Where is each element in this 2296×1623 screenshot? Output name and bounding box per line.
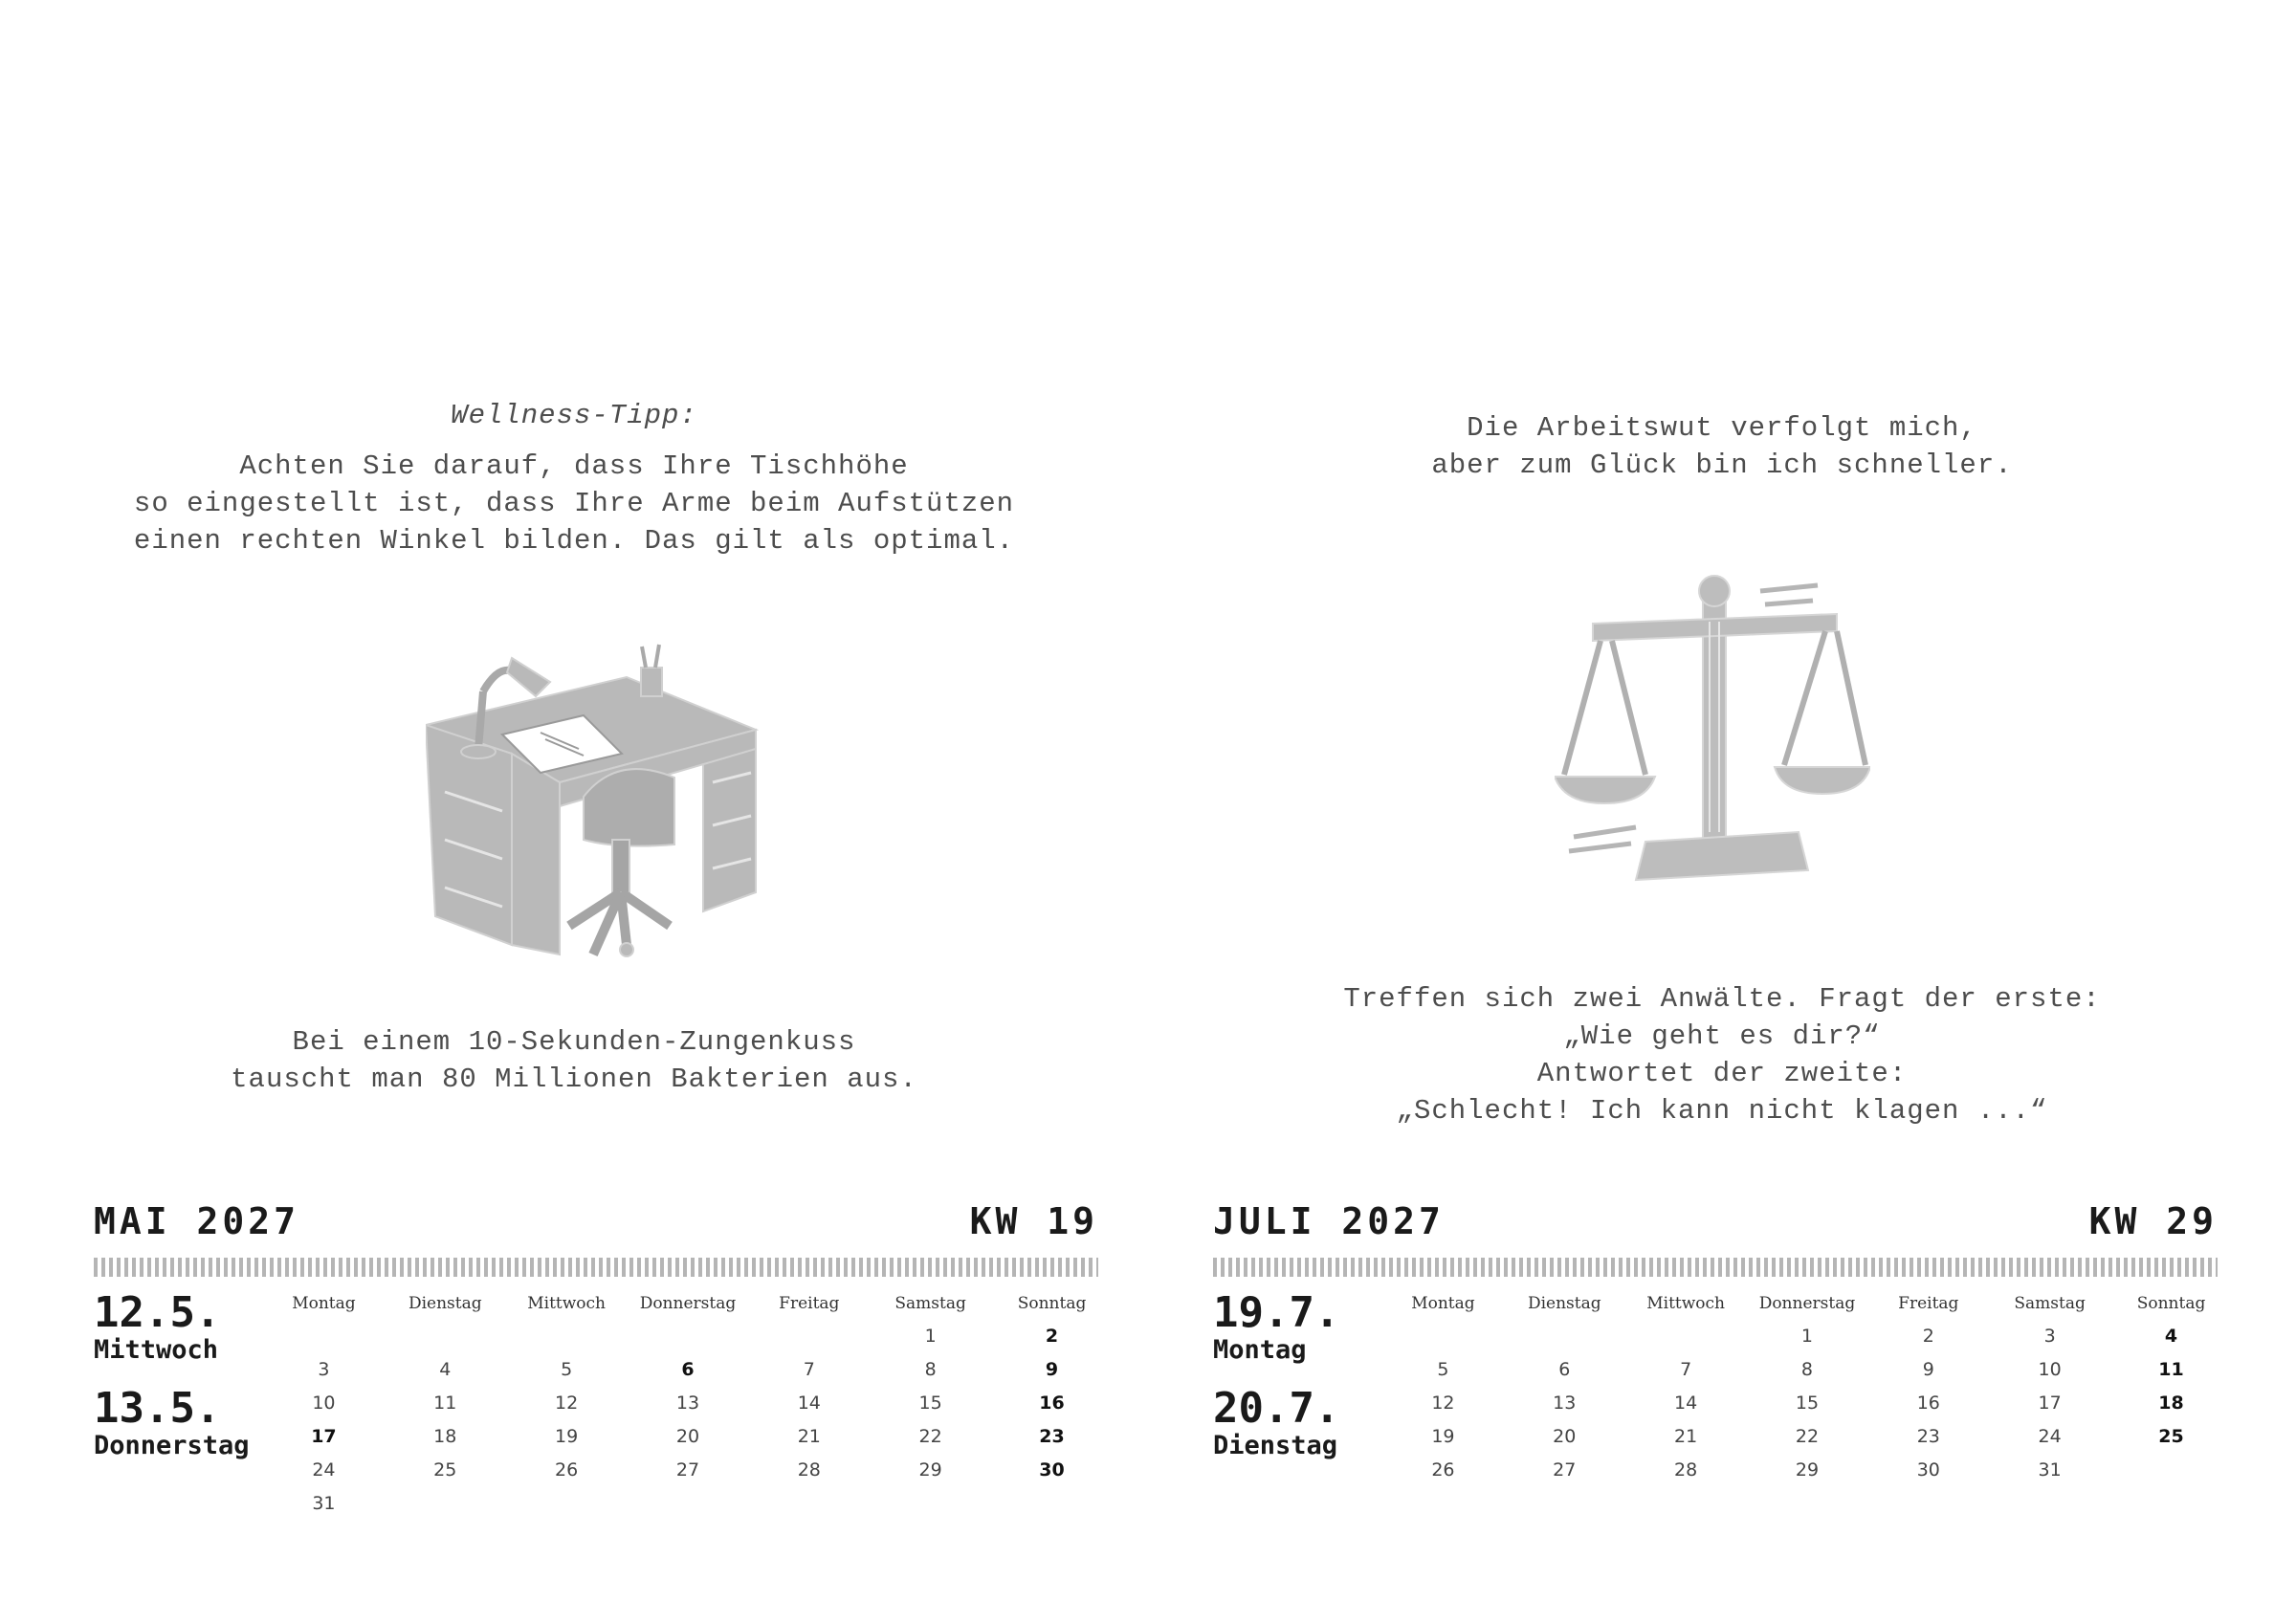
weekday-header: Dienstag [408, 1294, 482, 1313]
week-row [263, 1486, 1113, 1520]
joke-line: „Wie geht es dir?“ [1563, 1020, 1881, 1052]
date-cell: 31 [312, 1492, 336, 1514]
date-cell: 9 [1045, 1358, 1059, 1380]
date-cell: 7 [1680, 1358, 1692, 1380]
date-cell: 20 [1553, 1425, 1577, 1447]
week-row [1382, 1386, 2232, 1419]
date-cell: 24 [312, 1459, 336, 1480]
day-date: 13.5. [94, 1384, 221, 1433]
date-cell [1382, 1319, 1504, 1352]
calendar-week-number: KW 29 [2088, 1200, 2218, 1242]
date-cell [385, 1319, 506, 1352]
date-cell: 23 [1039, 1425, 1065, 1447]
date-cell [870, 1486, 991, 1520]
date-cell: 25 [433, 1459, 457, 1480]
week-row [1382, 1419, 2232, 1453]
date-cell [628, 1486, 749, 1520]
date-cell: 9 [1922, 1358, 1934, 1380]
day-date: 12.5. [94, 1288, 221, 1337]
date-cell: 13 [675, 1392, 700, 1414]
date-cell: 29 [1795, 1459, 1820, 1480]
date-cell: 22 [918, 1425, 942, 1447]
date-cell: 14 [797, 1392, 821, 1414]
date-cell: 29 [918, 1459, 942, 1480]
date-cell: 19 [1431, 1425, 1455, 1447]
joke-line: Treffen sich zwei Anwälte. Fragt der erste: [1343, 983, 2101, 1015]
date-cell: 4 [439, 1358, 452, 1380]
date-cell: 1 [1800, 1325, 1813, 1347]
date-cell [628, 1319, 749, 1352]
tip-line: so eingestellt ist, dass Ihre Arme beim Aufstützen [133, 488, 1015, 519]
date-cell: 31 [2038, 1459, 2062, 1480]
calendar-juli [1213, 1200, 2218, 1480]
quote [1148, 409, 2296, 484]
week-row [263, 1419, 1113, 1453]
date-cell: 26 [1431, 1459, 1455, 1480]
date-cell: 3 [2043, 1325, 2056, 1347]
date-cell [263, 1319, 385, 1352]
weekday-header: Mittwoch [1646, 1294, 1725, 1313]
week-row [263, 1319, 1113, 1352]
date-cell: 10 [2038, 1358, 2062, 1380]
date-cell: 20 [675, 1425, 700, 1447]
weekday-header: Dienstag [1527, 1294, 1601, 1313]
right-page [1148, 0, 2296, 1623]
quote-line: aber zum Glück bin ich schneller. [1431, 450, 2013, 481]
date-cell: 12 [1431, 1392, 1455, 1414]
weekday-header: Montag [292, 1294, 356, 1313]
weekday-header: Sonntag [1017, 1294, 1087, 1313]
date-cell: 17 [2038, 1392, 2062, 1414]
date-cell: 5 [1437, 1358, 1449, 1380]
week-row [1382, 1352, 2232, 1386]
calendar-divider [1213, 1258, 2218, 1277]
day-weekday: Dienstag [1213, 1431, 1338, 1460]
scales-illustration [1555, 564, 1870, 889]
date-cell [748, 1486, 870, 1520]
weekday-header: Donnerstag [639, 1294, 737, 1313]
date-cell: 10 [312, 1392, 336, 1414]
date-cell: 28 [1674, 1459, 1698, 1480]
weekday-header-row [263, 1288, 1113, 1319]
joke-line: „Schlecht! Ich kann nicht klagen ...“ [1396, 1095, 2048, 1127]
week-row [263, 1453, 1113, 1486]
day-weekday: Mittwoch [94, 1335, 219, 1365]
date-cell: 19 [555, 1425, 579, 1447]
date-cell: 15 [1795, 1392, 1820, 1414]
month-grid [1382, 1288, 2232, 1486]
joke-line: Antwortet der zweite: [1536, 1058, 1908, 1089]
date-cell [506, 1319, 628, 1352]
week-row [1382, 1319, 2232, 1352]
date-cell: 17 [311, 1425, 337, 1447]
lawyer-joke [1148, 980, 2296, 1130]
calendar-month: MAI 2027 [94, 1200, 300, 1242]
calendar-month: JULI 2027 [1213, 1200, 1445, 1242]
date-cell: 2 [1922, 1325, 1934, 1347]
date-cell: 18 [433, 1425, 457, 1447]
weekday-header: Samstag [894, 1294, 966, 1313]
weekday-header: Donnerstag [1758, 1294, 1856, 1313]
date-cell: 3 [318, 1358, 330, 1380]
day-weekday: Montag [1213, 1335, 1307, 1365]
date-cell [748, 1319, 870, 1352]
date-cell: 11 [433, 1392, 457, 1414]
date-cell: 14 [1674, 1392, 1698, 1414]
date-cell: 12 [555, 1392, 579, 1414]
tip-line: Achten Sie darauf, dass Ihre Tischhöhe [239, 450, 909, 482]
date-cell: 13 [1553, 1392, 1577, 1414]
date-cell: 30 [1039, 1459, 1065, 1480]
week-row [263, 1352, 1113, 1386]
weekday-header: Freitag [779, 1294, 840, 1313]
date-cell: 16 [1039, 1392, 1065, 1414]
date-cell: 26 [555, 1459, 579, 1480]
weekday-header-row [1382, 1288, 2232, 1319]
wellness-tip [0, 397, 1148, 559]
date-cell: 27 [675, 1459, 700, 1480]
date-cell: 8 [1800, 1358, 1813, 1380]
weekday-header: Samstag [2014, 1294, 2086, 1313]
date-cell: 8 [924, 1358, 937, 1380]
date-cell: 18 [2158, 1392, 2184, 1414]
date-cell: 21 [797, 1425, 821, 1447]
calendar-divider [94, 1258, 1098, 1277]
date-cell: 28 [797, 1459, 821, 1480]
date-cell: 24 [2038, 1425, 2062, 1447]
date-cell [506, 1486, 628, 1520]
calendar-mai [94, 1200, 1098, 1514]
date-cell: 25 [2158, 1425, 2184, 1447]
tip-heading: Wellness-Tipp: [451, 400, 697, 431]
fact-line: Bei einem 10-Sekunden-Zungenkuss [292, 1026, 856, 1058]
date-cell [991, 1486, 1113, 1520]
date-cell [1504, 1319, 1625, 1352]
date-cell: 5 [561, 1358, 573, 1380]
date-cell: 6 [1558, 1358, 1571, 1380]
weekday-header: Mittwoch [527, 1294, 606, 1313]
date-cell: 6 [681, 1358, 695, 1380]
week-row [1382, 1453, 2232, 1486]
date-cell: 16 [1916, 1392, 1940, 1414]
date-cell: 15 [918, 1392, 942, 1414]
date-cell: 7 [803, 1358, 815, 1380]
date-cell: 30 [1916, 1459, 1940, 1480]
day-weekday: Donnerstag [94, 1431, 250, 1460]
weekday-header: Sonntag [2136, 1294, 2206, 1313]
date-cell [385, 1486, 506, 1520]
date-cell [2110, 1453, 2232, 1486]
week-row [263, 1386, 1113, 1419]
date-cell: 11 [2158, 1358, 2184, 1380]
weekday-header: Freitag [1898, 1294, 1959, 1313]
day-date: 20.7. [1213, 1384, 1340, 1433]
calendar-week-number: KW 19 [969, 1200, 1098, 1242]
date-cell: 23 [1916, 1425, 1940, 1447]
weekday-header: Montag [1411, 1294, 1475, 1313]
tip-line: einen rechten Winkel bilden. Das gilt als optimal. [133, 525, 1015, 557]
fun-fact [0, 1023, 1148, 1098]
date-cell: 21 [1674, 1425, 1698, 1447]
date-cell: 27 [1553, 1459, 1577, 1480]
fact-line: tauscht man 80 Millionen Bakterien aus. [231, 1064, 917, 1095]
date-cell: 4 [2164, 1325, 2178, 1347]
date-cell: 22 [1795, 1425, 1820, 1447]
date-cell [1625, 1319, 1747, 1352]
date-cell: 2 [1045, 1325, 1059, 1347]
date-cell: 1 [924, 1325, 937, 1347]
desk-illustration [426, 639, 770, 964]
day-date: 19.7. [1213, 1288, 1340, 1337]
quote-line: Die Arbeitswut verfolgt mich, [1467, 412, 1977, 444]
month-grid [263, 1288, 1113, 1520]
